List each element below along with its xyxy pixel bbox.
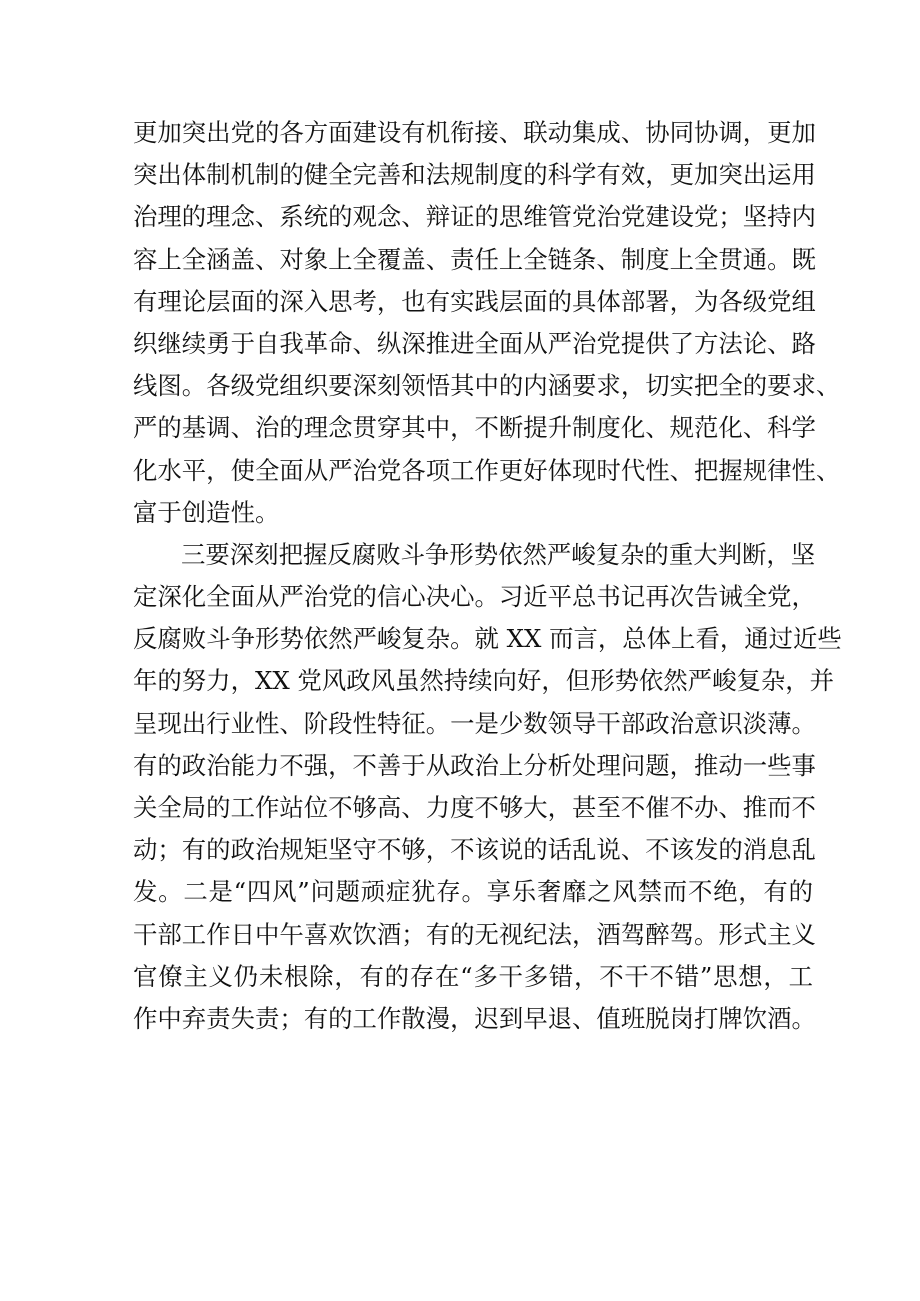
text-line: 发。二是“四风”问题顽症犹存。享乐奢靡之风禁而不绝，有的 — [133, 877, 813, 907]
text-line: 更加突出党的各方面建设有机衔接、联动集成、协同协调，更加 — [133, 118, 816, 147]
text-line: 干部工作日中午喜欢饮酒；有的无视纪法，酒驾醉驾。形式主义 — [133, 919, 816, 949]
text-line: 呈现出行业性、阶段性特征。一是少数领导干部政治意识淡薄。 — [133, 708, 816, 738]
text-line: 有的政治能力不强，不善于从政治上分析处理问题，推动一些事 — [133, 750, 816, 780]
text-line: 作中弃责失责；有的工作散漫，迟到早退、值班脱岗打牌饮酒。 — [133, 1003, 816, 1033]
text-line: 化水平，使全面从严治党各项工作更好体现时代性、把握规律性、 — [133, 455, 841, 485]
text-line: 突出体制机制的健全完善和法规制度的科学有效，更加突出运用 — [133, 160, 816, 190]
text-line: 线图。各级党组织要深刻领悟其中的内涵要求，切实把全的要求、 — [133, 371, 841, 401]
text-line: 容上全涵盖、对象上全覆盖、责任上全链条、制度上全贯通。既 — [133, 244, 816, 274]
text-line: 定深化全面从严治党的信心决心。习近平总书记再次告诫全党， — [133, 582, 816, 612]
paragraph-2 — [133, 534, 842, 1040]
text-line: 严的基调、治的理念贯穿其中，不断提升制度化、规范化、科学 — [133, 413, 816, 443]
text-line: 反腐败斗争形势依然严峻复杂。就 XX 而言，总体上看，通过近些 — [133, 624, 842, 654]
text-line: 治理的理念、系统的观念、辩证的思维管党治党建设党；坚持内 — [133, 202, 816, 232]
text-line: 关全局的工作站位不够高、力度不够大，甚至不催不办、推而不 — [133, 793, 816, 822]
document-body — [133, 112, 842, 1040]
text-line: 官僚主义仍未根除，有的存在“多干多错，不干不错”思想，工 — [133, 961, 813, 991]
text-line: 富于创造性。 — [133, 497, 280, 527]
text-line: 有理论层面的深入思考，也有实践层面的具体部署，为各级党组 — [133, 286, 816, 316]
text-line: 三要深刻把握反腐败斗争形势依然严峻复杂的重大判断，坚 — [181, 539, 816, 569]
text-line: 织继续勇于自我革命、纵深推进全面从严治党提供了方法论、路 — [133, 328, 816, 358]
text-line: 年的努力，XX 党风政风虽然持续向好，但形势依然严峻复杂，并 — [133, 666, 835, 696]
text-line: 动；有的政治规矩坚守不够，不该说的话乱说、不该发的消息乱 — [133, 835, 816, 865]
paragraph-1 — [133, 112, 841, 534]
